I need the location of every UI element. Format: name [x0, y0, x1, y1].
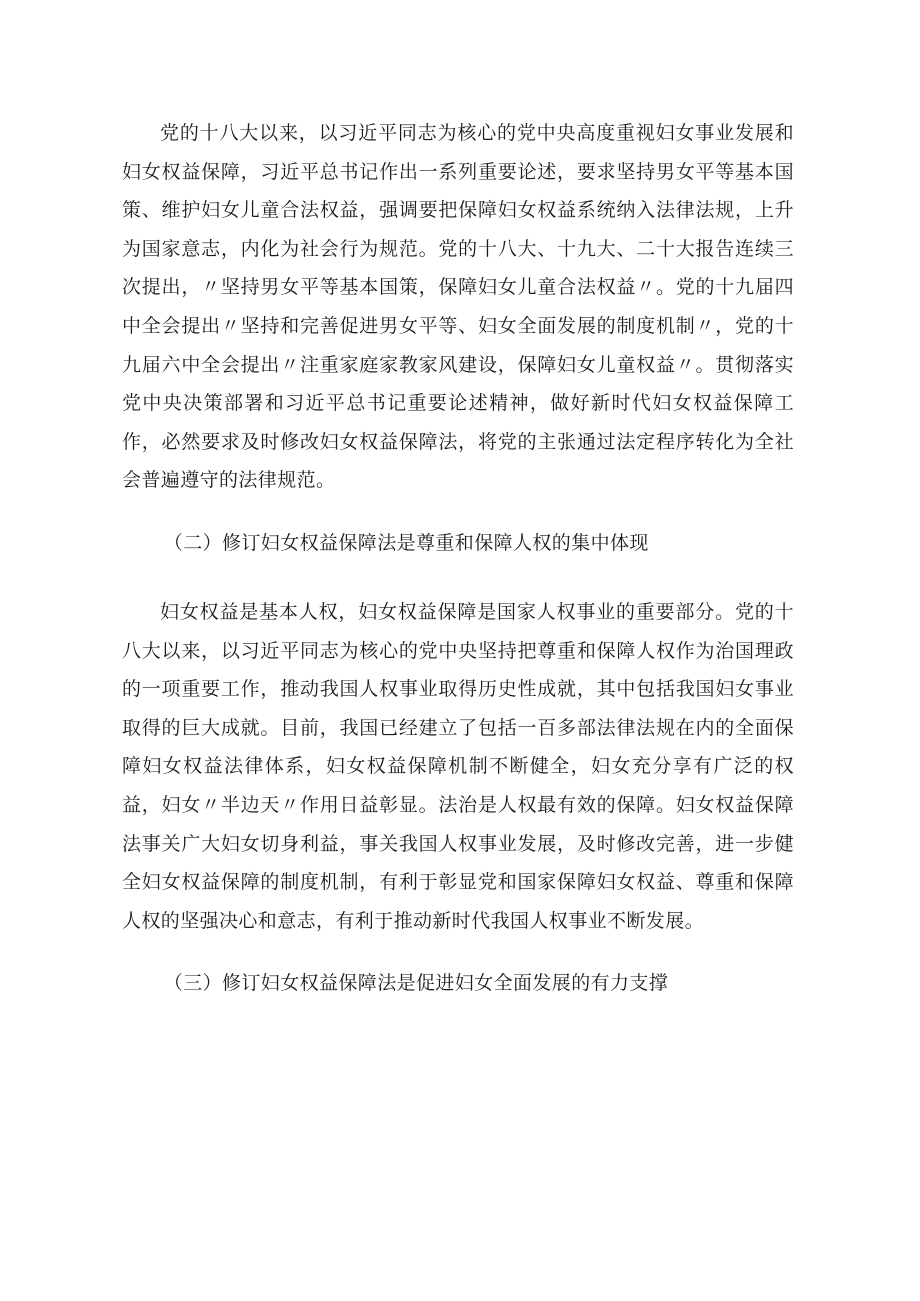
paragraph-gap — [122, 500, 794, 524]
heading-gap — [122, 562, 794, 593]
document-body — [122, 114, 794, 1002]
paragraph-2: 妇女权益是基本人权，妇女权益保障是国家人权事业的重要部分。党的十八大以来，以习近平同志为核心的党中央坚持把尊重和保障人权作为治国理政的一项重要工作，推动我国人权事业取得历史性成就，其中包括我国妇女事业取得的巨大成就。目前，我国已经建立了包括一百多部法律法规在内的全面保障妇女权益法律体系，妇女权益保障机制不断健全，妇女充分享有广泛的权益，妇女〃半边天〃作用日益彰显。法治是人权最有效的保障。妇女权益保障法事关广大妇女切身利益，事关我国人权事业发展，及时修改完善，进一步健全妇女权益保障的制度机制，有利于彰显党和国家保障妇女权益、尊重和保障人权的坚强决心和意志，有利于推动新时代我国人权事业不断发展。 — [122, 600, 794, 932]
section-heading-3: （三）修订妇女权益保障法是促进妇女全面发展的有力支撑 — [163, 972, 669, 995]
paragraph-1: 党的十八大以来，以习近平同志为核心的党中央高度重视妇女事业发展和妇女权益保障，习近平总书记作出一系列重要论述，要求坚持男女平等基本国策、维护妇女儿童合法权益，强调要把保障妇女权益系统纳入法律法规，上升为国家意志，内化为社会行为规范。党的十八大、十九大、二十大报告连续三次提出，〃坚持男女平等基本国策，保障妇女儿童合法权益〃。党的十九届四中全会提出〃坚持和完善促进男女平等、妇女全面发展的制度机制〃，党的十九届六中全会提出〃注重家庭家教家风建设，保障妇女儿童权益〃。贯彻落实党中央决策部署和习近平总书记重要论述精神，做好新时代妇女权益保障工作，必然要求及时修改妇女权益保障法，将党的主张通过法定程序转化为全社会普遍遵守的法律规范。 — [122, 122, 794, 492]
section-heading-2: （二）修订妇女权益保障法是尊重和保障人权的集中体现 — [163, 531, 649, 554]
paragraph-gap — [122, 940, 794, 964]
